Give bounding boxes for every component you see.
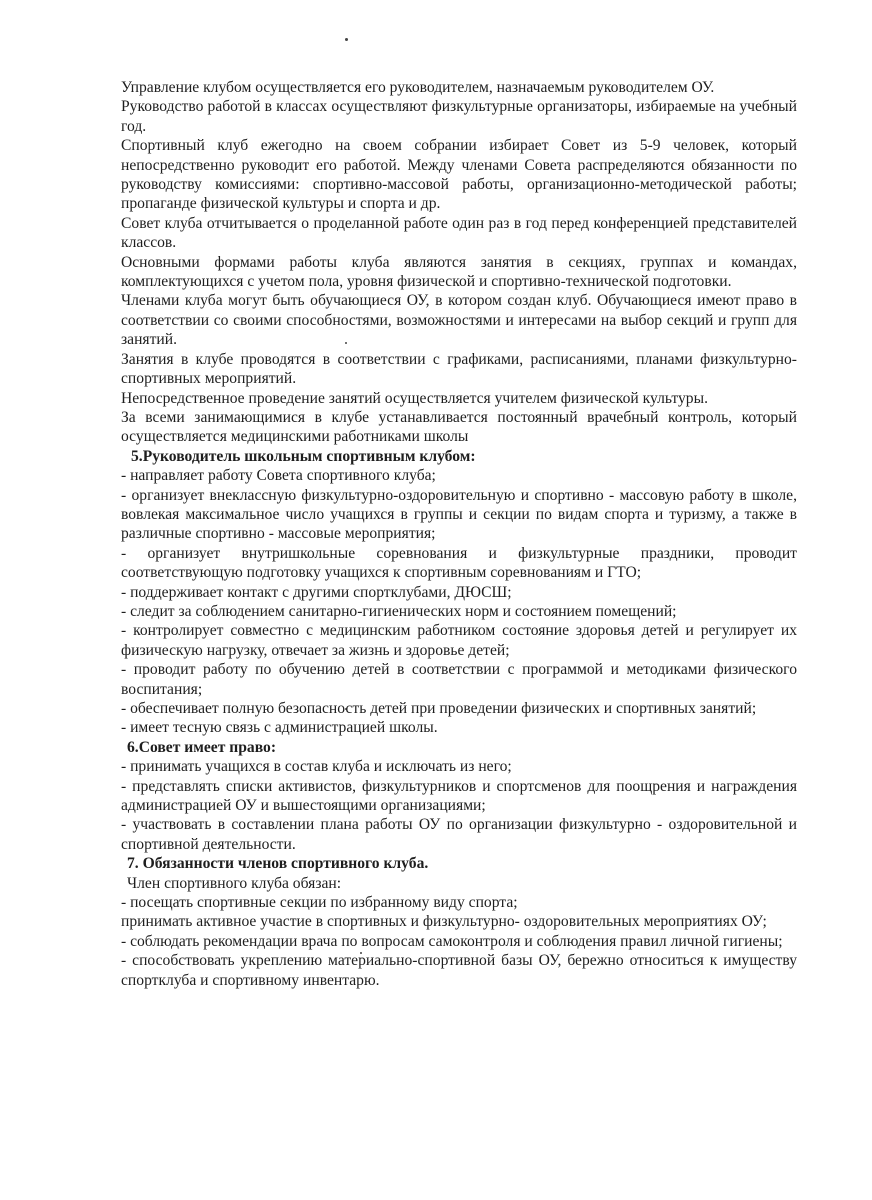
list-item: - поддерживает контакт с другими спортклубами, ДЮСШ; [121, 583, 512, 601]
list-item: - следит за соблюдением санитарно-гигиенических норм и состоянием помещений; [121, 602, 677, 620]
list-item: - проводит работу по обучению детей в соответствии с программой и методиками физического воспитания; [121, 661, 797, 698]
list-item: - посещать спортивные секции по избранному виду спорта; [121, 894, 518, 912]
list-item: принимать активное участие в спортивных и физкультурно- оздоровительных мероприятиях ОУ; [121, 913, 767, 931]
section-5-title: 5.Руководитель школьным спортивным клубом: [131, 447, 476, 465]
paragraph: Непосредственное проведение занятий осуществляется учителем физической культуры. [121, 389, 708, 407]
section-7-title: 7. Обязанности членов спортивного клуба. [127, 855, 429, 873]
list-item: - контролирует совместно с медицинским работником состояние здоровья детей и регулирует их физическую нагрузку, отвечает за жизнь и здоровье детей; [121, 622, 797, 659]
paragraph: Занятия в клубе проводятся в соответствии с графиками, расписаниями, планами физкультурно-спортивных мероприятий. [121, 350, 797, 388]
document-page [121, 78, 797, 990]
paragraph: Членами клуба могут быть обучающиеся ОУ, в котором создан клуб. Обучающиеся имеют право в соответствии со своими способностями, возможностями и интересами на выбор секций и групп для занятий. [121, 292, 797, 349]
paragraph: Спортивный клуб ежегодно на своем собрании избирает Совет из 5-9 человек, который непосредственно руководит его работой. Между членами Совета распределяются обязанности по руководству комиссиями: спортивно-массовой работы, организационно-методической работы; пропаганде физической культуры и спорта и др. [121, 137, 797, 213]
section-7-lead: Член спортивного клуба обязан: [127, 874, 342, 892]
list-item: - организует внутришкольные соревнования и физкультурные праздники, проводит соответствующую подготовку учащихся к спортивным соревнованиям и ГТО; [121, 544, 797, 582]
list-item: - соблюдать рекомендации врача по вопросам самоконтроля и соблюдения правил личной гигиены; [121, 932, 783, 950]
list-item: - обеспечивает полную безопасность детей при проведении физических и спортивных занятий; [121, 700, 757, 717]
paragraph: Основными формами работы клуба являются занятия в секциях, группах и командах, комплектующихся с учетом пола, уровня физической и спортивно-технической подготовки. [121, 253, 797, 291]
list-item: - принимать учащихся в состав клуба и исключать из него; [121, 758, 512, 776]
list-item: - участвовать в составлении плана работы ОУ по организации физкультурно - оздоровительной и спортивной деятельности. [121, 816, 797, 853]
list-item: - способствовать укреплению материально-спортивной базы ОУ, бережно относиться к имуществу спортклуба и спортивному инвентарю. [121, 952, 797, 989]
paragraph: За всеми занимающимися в клубе устанавливается постоянный врачебный контроль, который осуществляется медицинскими работниками школы [121, 408, 797, 446]
list-item: - направляет работу Совета спортивного клуба; [121, 467, 436, 485]
section-6-title: 6.Совет имеет право: [127, 738, 277, 756]
scan-speck [345, 38, 348, 41]
paragraph: Руководство работой в классах осуществляют физкультурные организаторы, избираемые на учебный год. [121, 98, 797, 135]
list-item: - организует внеклассную физкультурно-оздоровительную и спортивно - массовую работу в школе, вовлекая максимальное число учащихся в группы и секции по видам спорта и туризму, а также в различные спортивно - массовые мероприятия; [121, 486, 797, 543]
list-item: - имеет тесную связь с администрацией школы. [121, 719, 438, 737]
paragraph: Управление клубом осуществляется его руководителем, назначаемым руководителем ОУ. [121, 79, 715, 96]
paragraph: Совет клуба отчитывается о проделанной работе один раз в год перед конференцией представителей классов. [121, 214, 797, 252]
list-item: - представлять списки активистов, физкультурников и спортсменов для поощрения и награждения администрацией ОУ и вышестоящими организациями; [121, 777, 797, 815]
